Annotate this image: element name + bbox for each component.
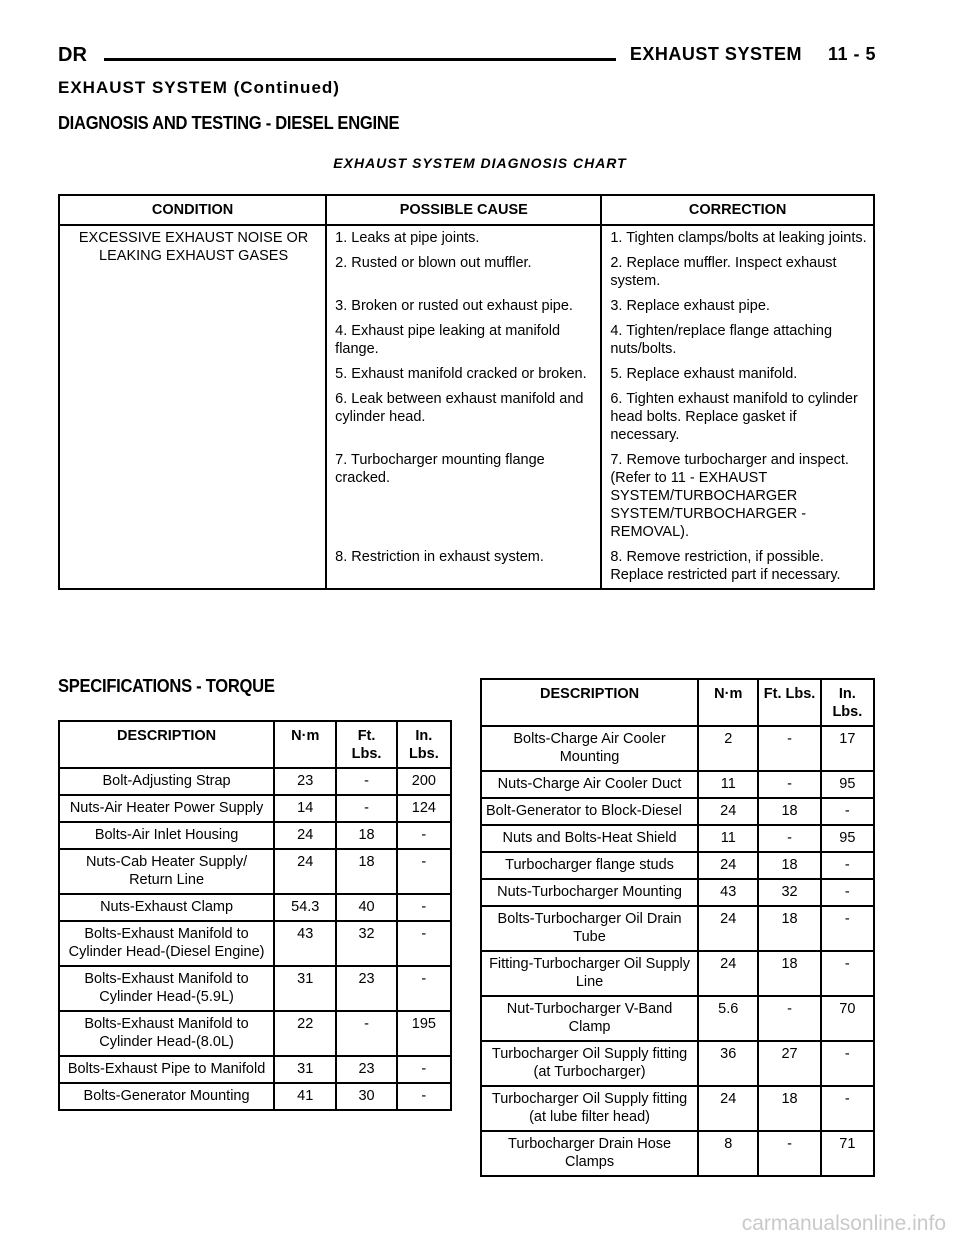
torque-ft-lbs-cell: 18 (758, 951, 820, 996)
torque-ft-lbs-cell: - (336, 1011, 396, 1056)
torque-row (481, 951, 874, 996)
torque-in-lbs-cell: 70 (821, 996, 874, 1041)
torque-description-cell: Bolt-Adjusting Strap (59, 768, 274, 795)
torque-description-cell: Bolt-Generator to Block-Diesel (481, 798, 698, 825)
torque-in-lbs-cell: - (821, 1041, 874, 1086)
torque-table-right (480, 678, 875, 1177)
torque-row (59, 1083, 451, 1110)
torque-in-lbs-cell: 71 (839, 1136, 856, 1152)
cause-cell: 3. Broken or rusted out exhaust pipe. (326, 294, 601, 319)
header-condition: CONDITION (59, 195, 326, 225)
torque-row (59, 849, 451, 894)
torque-table-left (58, 720, 452, 1111)
header-nm: N·m (698, 679, 758, 726)
torque-description-cell: Fitting-Turbocharger Oil Supply Line (481, 951, 698, 996)
torque-in-lbs-cell: 95 (821, 825, 874, 852)
torque-description-cell: Nuts-Charge Air Cooler Duct (481, 771, 698, 798)
torque-nm-cell: 5.6 (698, 996, 758, 1041)
torque-description-cell: Nuts-Cab Heater Supply/ Return Line (59, 849, 274, 894)
torque-nm-cell: 14 (274, 795, 336, 822)
torque-ft-lbs-cell: - (758, 726, 820, 771)
cause-cell: 7. Turbocharger mounting flange cracked. (326, 448, 601, 545)
torque-ft-lbs-cell: 18 (336, 822, 396, 849)
torque-description-cell: Nuts and Bolts-Heat Shield (481, 825, 698, 852)
torque-row (481, 906, 874, 951)
correction-cell: 1. Tighten clamps/bolts at leaking joints. (610, 230, 867, 246)
cause-cell: 4. Exhaust pipe leaking at manifold flange. (326, 319, 601, 362)
torque-ft-lbs-cell: 32 (758, 879, 820, 906)
header-correction: CORRECTION (601, 195, 874, 225)
torque-row (481, 771, 874, 798)
torque-description-cell: Nuts-Air Heater Power Supply (59, 795, 274, 822)
torque-ft-lbs-cell: 32 (336, 921, 396, 966)
torque-in-lbs-cell: - (421, 1088, 427, 1104)
torque-in-lbs-cell: 124 (397, 795, 451, 822)
torque-row (59, 921, 451, 966)
torque-row (481, 825, 874, 852)
torque-nm-cell: 2 (698, 726, 758, 771)
correction-cell: 8. Remove restriction, if possible. Replace restricted part if necessary. (610, 549, 841, 583)
header-model: DR (58, 44, 87, 66)
torque-nm-cell: 31 (274, 1056, 336, 1083)
correction-cell: 7. Remove turbocharger and inspect. (Refer to 11 - EXHAUST SYSTEM/TURBOCHARGER SYSTEM/TURBOCHARGER - REMOVAL). (610, 452, 849, 540)
correction-cell: 3. Replace exhaust pipe. (610, 298, 770, 314)
torque-nm-cell: 43 (274, 921, 336, 966)
torque-row (59, 822, 451, 849)
torque-ft-lbs-cell: 18 (758, 906, 820, 951)
torque-description-cell: Nuts-Exhaust Clamp (59, 894, 274, 921)
header-rule (104, 58, 616, 61)
torque-nm-cell: 24 (698, 1086, 758, 1131)
torque-nm-cell: 24 (274, 822, 336, 849)
diagnosis-chart-title: EXHAUST SYSTEM DIAGNOSIS CHART (333, 155, 627, 171)
torque-row (59, 768, 451, 795)
torque-ft-lbs-cell: - (336, 768, 396, 795)
torque-in-lbs-cell: - (397, 966, 451, 1011)
header-nm: N·m (274, 721, 336, 768)
correction-cell: 4. Tighten/replace flange attaching nuts/bolts. (610, 323, 833, 357)
header-description: DESCRIPTION (481, 679, 698, 726)
torque-nm-cell: 36 (698, 1041, 758, 1086)
torque-description-cell: Bolts-Charge Air Cooler Mounting (481, 726, 698, 771)
torque-header-row (481, 679, 874, 726)
torque-nm-cell: 11 (698, 825, 758, 852)
torque-description-cell: Bolts-Exhaust Manifold to Cylinder Head-(Diesel Engine) (59, 921, 274, 966)
torque-nm-cell: 24 (698, 852, 758, 879)
continued-heading: EXHAUST SYSTEM (Continued) (58, 78, 340, 97)
page-header (58, 44, 876, 74)
header-section-title: EXHAUST SYSTEM (629, 44, 802, 64)
torque-ft-lbs-cell: - (758, 825, 820, 852)
torque-row (481, 1041, 874, 1086)
torque-row (59, 1056, 451, 1083)
torque-header-row (59, 721, 451, 768)
torque-in-lbs-cell: - (821, 879, 874, 906)
torque-row (481, 996, 874, 1041)
torque-ft-lbs-cell: 30 (336, 1083, 396, 1110)
torque-ft-lbs-cell: 18 (758, 1086, 820, 1131)
header-ft-lbs: Ft. Lbs. (758, 679, 820, 726)
header-in-lbs: In. Lbs. (397, 721, 451, 768)
torque-row (59, 795, 451, 822)
torque-ft-lbs-cell: 18 (758, 852, 820, 879)
torque-row (481, 1086, 874, 1131)
torque-in-lbs-cell: - (397, 822, 451, 849)
torque-description-cell: Turbocharger Oil Supply fitting (at lube filter head) (481, 1086, 698, 1131)
torque-ft-lbs-cell: 40 (336, 894, 396, 921)
torque-description-cell: Bolts-Exhaust Pipe to Manifold (59, 1056, 274, 1083)
torque-nm-cell: 24 (698, 906, 758, 951)
header-in-lbs: In. Lbs. (821, 679, 874, 726)
torque-nm-cell: 24 (274, 849, 336, 894)
torque-description-cell: Turbocharger Drain Hose Clamps (481, 1131, 698, 1176)
torque-in-lbs-cell: 195 (397, 1011, 451, 1056)
correction-cell: 5. Replace exhaust manifold. (610, 366, 798, 382)
torque-ft-lbs-cell: - (758, 771, 820, 798)
torque-nm-cell: 43 (698, 879, 758, 906)
specs-heading: SPECIFICATIONS - TORQUE (58, 676, 275, 696)
torque-nm-cell: 8 (698, 1131, 758, 1176)
torque-ft-lbs-cell: 18 (758, 798, 820, 825)
torque-row (59, 966, 451, 1011)
watermark: carmanualsonline.info (741, 1212, 946, 1235)
torque-row (481, 852, 874, 879)
torque-nm-cell: 23 (274, 768, 336, 795)
correction-cell: 6. Tighten exhaust manifold to cylinder head bolts. Replace gasket if necessary. (610, 391, 858, 443)
torque-nm-cell: 41 (274, 1083, 336, 1110)
torque-in-lbs-cell: - (397, 921, 451, 966)
torque-description-cell: Bolts-Exhaust Manifold to Cylinder Head-(5.9L) (59, 966, 274, 1011)
torque-ft-lbs-cell: 23 (336, 966, 396, 1011)
cause-cell: 1. Leaks at pipe joints. (326, 225, 601, 251)
torque-description-cell: Bolts-Air Inlet Housing (59, 822, 274, 849)
torque-row (481, 879, 874, 906)
torque-row (481, 1131, 874, 1176)
torque-ft-lbs-cell: - (336, 795, 396, 822)
torque-in-lbs-cell: - (821, 906, 874, 951)
cause-cell: 8. Restriction in exhaust system. (326, 545, 601, 589)
torque-description-cell: Turbocharger Oil Supply fitting (at Turbocharger) (481, 1041, 698, 1086)
torque-in-lbs-cell: - (821, 1086, 874, 1131)
torque-nm-cell: 24 (698, 798, 758, 825)
torque-description-cell: Bolts-Turbocharger Oil Drain Tube (481, 906, 698, 951)
torque-description-cell: Bolts-Generator Mounting (59, 1083, 274, 1110)
torque-row (59, 894, 451, 921)
torque-nm-cell: 54.3 (274, 894, 336, 921)
torque-in-lbs-cell: - (397, 894, 451, 921)
diagnosis-header-row (59, 195, 874, 225)
torque-nm-cell: 24 (698, 951, 758, 996)
torque-in-lbs-cell: - (821, 951, 874, 996)
torque-in-lbs-cell: - (821, 852, 874, 879)
diagnosis-table (58, 194, 875, 590)
cause-cell: 2. Rusted or blown out muffler. (326, 251, 601, 294)
diagnosis-heading: DIAGNOSIS AND TESTING - DIESEL ENGINE (58, 113, 400, 133)
condition-cell: EXCESSIVE EXHAUST NOISE OR LEAKING EXHAUST GASES (59, 225, 326, 589)
torque-in-lbs-cell: - (397, 1056, 451, 1083)
page-number: 11 - 5 (827, 44, 876, 64)
torque-ft-lbs-cell: - (758, 1131, 820, 1176)
header-description: DESCRIPTION (59, 721, 274, 768)
header-ft-lbs: Ft. Lbs. (336, 721, 396, 768)
torque-ft-lbs-cell: 23 (336, 1056, 396, 1083)
torque-ft-lbs-cell: 27 (758, 1041, 820, 1086)
torque-description-cell: Turbocharger flange studs (481, 852, 698, 879)
torque-in-lbs-cell: 17 (821, 726, 874, 771)
torque-in-lbs-cell: - (397, 849, 451, 894)
torque-row (59, 1011, 451, 1056)
torque-ft-lbs-cell: - (758, 996, 820, 1041)
cause-cell: 5. Exhaust manifold cracked or broken. (326, 362, 601, 387)
cause-cell: 6. Leak between exhaust manifold and cylinder head. (326, 387, 601, 448)
torque-in-lbs-cell: 95 (821, 771, 874, 798)
torque-nm-cell: 22 (274, 1011, 336, 1056)
header-section (630, 44, 876, 65)
torque-in-lbs-cell: 200 (397, 768, 451, 795)
torque-row (481, 726, 874, 771)
torque-description-cell: Nut-Turbocharger V-Band Clamp (481, 996, 698, 1041)
torque-nm-cell: 31 (274, 966, 336, 1011)
torque-description-cell: Bolts-Exhaust Manifold to Cylinder Head-(8.0L) (59, 1011, 274, 1056)
torque-description-cell: Nuts-Turbocharger Mounting (481, 879, 698, 906)
diagnosis-row (59, 225, 874, 251)
torque-nm-cell: 11 (698, 771, 758, 798)
torque-ft-lbs-cell: 18 (336, 849, 396, 894)
torque-in-lbs-cell: - (821, 798, 874, 825)
torque-row (481, 798, 874, 825)
correction-cell: 2. Replace muffler. Inspect exhaust system. (610, 255, 837, 289)
header-cause: POSSIBLE CAUSE (326, 195, 601, 225)
